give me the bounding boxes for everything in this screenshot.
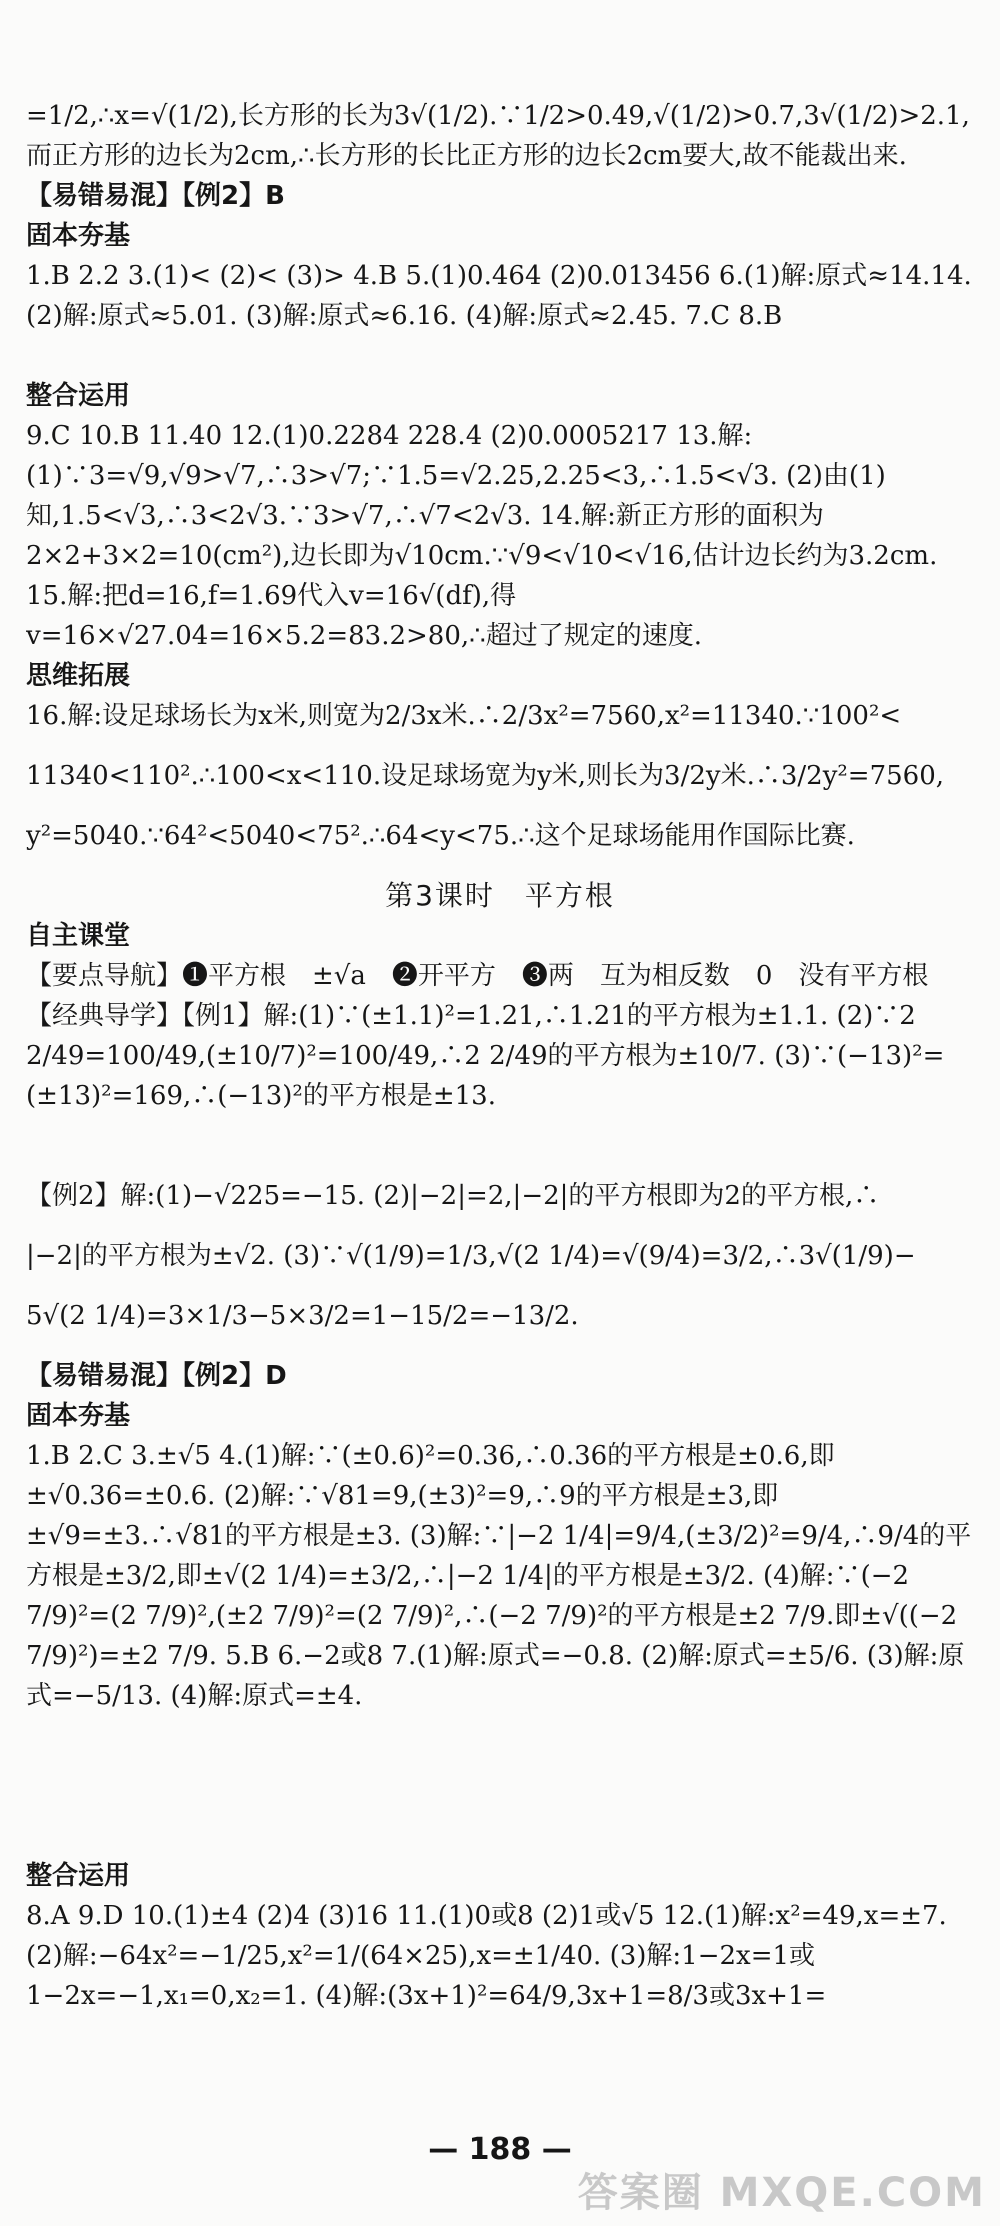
mistake-heading-1: 【易错易混】【例2】B [26,181,285,211]
basics-answers-2: 1.B 2.C 3.±√5 4.(1)解:∵(±0.6)²=0.36,∴0.36的平方根是±0.6,即±√0.36=±0.6. (2)解:∵√81=9,(±3)²=9,∴9的平方根是±3,即±√9=±3.∴√81的平方根是±3. (3)解:∵|−2 1/4|=9/4,(±3/2)²=9/4,∴9/4的平方根是±3/2,即±√(2 1/4)=±3/2,∴|−2 1/4|的平方根是±3/2. (4)解:∵(−2 7/9)²=(2 7/9)²,(±2 7/9)²=(2 7/9)²,∴(−2 7/9)²的平方根是±2 7/9.即±√((−2 7/9)²)=±2 7/9. 5.B 6.−2或8 7.(1)解:原式=−0.8. (2)解:原式=±5/6. (3)解:原式=−5/13. (4)解:原式=±4. [26,1441,972,1711]
integrate-answers-2: 8.A 9.D 10.(1)±4 (2)4 (3)16 11.(1)0或8 (2)1或√5 12.(1)解:x²=49,x=±7. (2)解:−64x²=−1/25,x²=1/(64×25),x=±1/40. (3)解:1−2x=1或1−2x=−1,x₁=0,x₂=1. (4)解:(3x+1)²=64/9,3x+1=8/3或3x+1= [26,1901,947,2011]
integrate-heading-1: 整合运用 [26,381,131,411]
lesson-title: 第3课时 平方根 [385,879,615,912]
mistake-heading-2: 【易错易混】【例2】D [26,1361,287,1391]
extend-heading: 思维拓展 [26,661,131,691]
basics-heading-1: 固本夯基 [26,221,131,251]
watermark-logo: 答案圈 MXQE.COM [577,2170,986,2216]
basics-heading-2: 固本夯基 [26,1401,131,1431]
self-study-heading: 自主课堂 [26,921,131,951]
extend-line-2: 11340<110².∴100<x<110.设足球场宽为y米,则长为3/2y米.∴3/2y²=7560, [26,761,945,791]
integrate-heading-2: 整合运用 [26,1861,131,1891]
extend-line-3: y²=5040.∵64²<5040<75².∴64<y<75.∴这个足球场能用作国际比赛. [26,821,855,851]
basics-answers-1: 1.B 2.2 3.(1)< (2)< (3)> 4.B 5.(1)0.464 (2)0.013456 6.(1)解:原式≈14.14. (2)解:原式≈5.01. (3)解:原式≈6.16. (4)解:原式≈2.45. 7.C 8.B [26,261,972,331]
example-1-solution: 【经典导学】【例1】解:(1)∵(±1.1)²=1.21,∴1.21的平方根为±1.1. (2)∵2 2/49=100/49,(±10/7)²=100/49,∴2 2/49的平方根为±10/7. (3)∵(−13)²=(±13)²=169,∴(−13)²的平方根是±13. [26,1001,945,1111]
page-number: — 188 — [428,2132,572,2167]
continuation-line-2: 而正方形的边长为2cm,∴长方形的长比正方形的边长2cm要大,故不能裁出来. [26,141,907,171]
integrate-answers-1: 9.C 10.B 11.40 12.(1)0.2284 228.4 (2)0.0005217 13.解:(1)∵3=√9,√9>√7,∴3>√7;∵1.5=√2.25,2.25<3,∴1.5<√3. (2)由(1)知,1.5<√3,∴3<2√3.∵3>√7,∴√7<2√3. 14.解:新正方形的面积为2×2+3×2=10(cm²),边长即为√10cm.∵√9<√10<√16,估计边长约为3.2cm. 15.解:把d=16,f=1.69代入v=16√(df),得v=16×√27.04=16×5.2=83.2>80,∴超过了规定的速度. [26,421,938,651]
example-2-line-3: 5√(2 1/4)=3×1/3−5×3/2=1−15/2=−13/2. [26,1301,579,1331]
extend-line-1: 16.解:设足球场长为x米,则宽为2/3x米.∴2/3x²=7560,x²=11340.∵100²< [26,701,902,731]
example-2-line-2: |−2|的平方根为±√2. (3)∵√(1/9)=1/3,√(2 1/4)=√(9/4)=3/2,∴3√(1/9)− [26,1241,916,1271]
example-2-line-1: 【例2】解:(1)−√225=−15. (2)|−2|=2,|−2|的平方根即为2的平方根,∴ [26,1181,880,1211]
continuation-line-1: =1/2,∴x=√(1/2),长方形的长为3√(1/2).∵1/2>0.49,√(1/2)>0.7,3√(1/2)>2.1, [26,101,970,131]
key-points: 【要点导航】❶平方根 ±√a ❷开平方 ❸两 互为相反数 0 没有平方根 [26,961,929,991]
